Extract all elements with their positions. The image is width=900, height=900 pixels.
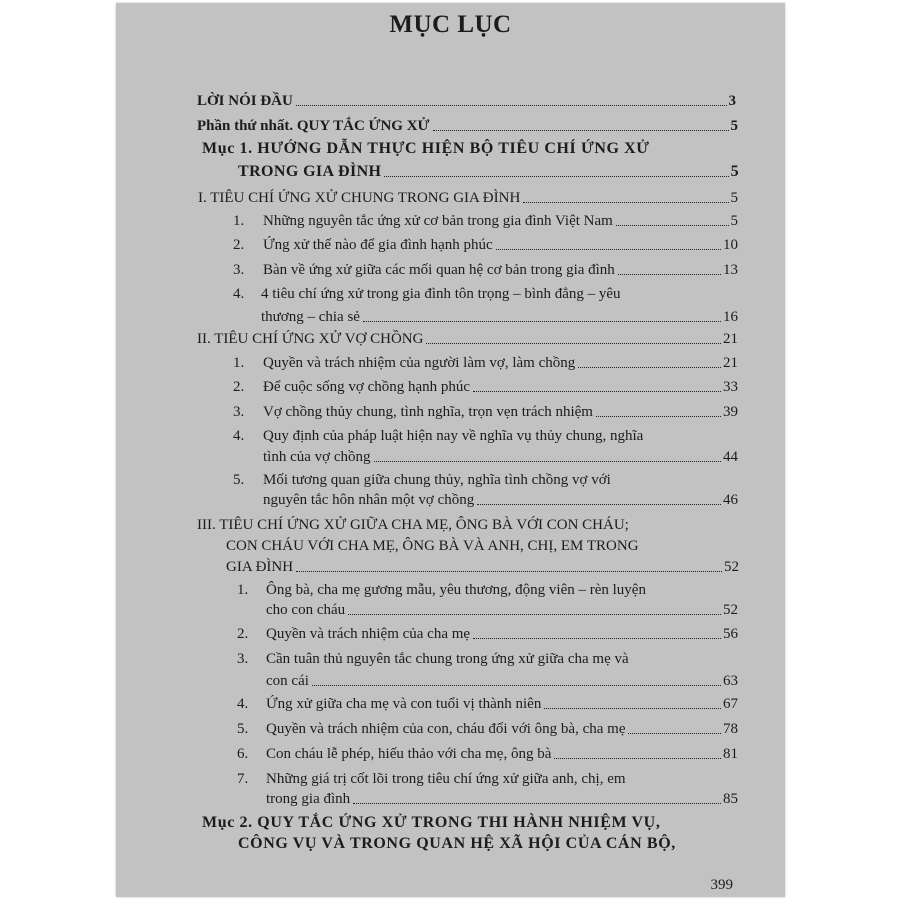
toc-entry-text: TRONG GIA ĐÌNH <box>238 163 382 180</box>
toc-page-number: 52 <box>723 602 738 618</box>
toc-entry-line1: 4 tiêu chí ứng xử trong gia đình tôn trọng – bình đẳng – yêu <box>261 286 621 302</box>
dot-leader <box>374 461 722 462</box>
toc-item-number: 1. <box>233 355 245 371</box>
dot-leader <box>477 504 721 505</box>
toc-item-number: 3. <box>233 404 245 420</box>
toc-entry-section-2-line2: CÔNG VỤ VÀ TRONG QUAN HỆ XÃ HỘI CỦA CÁN BỘ, <box>238 835 676 852</box>
toc-item-number: 4. <box>233 286 245 302</box>
dot-leader <box>578 367 721 368</box>
dot-leader <box>426 343 721 344</box>
toc-item-number: 2. <box>237 626 249 642</box>
toc-entry <box>263 378 738 396</box>
toc-entry-text: cho con cháu <box>266 602 346 618</box>
toc-page-number: 5 <box>730 163 739 180</box>
page-number: 399 <box>710 877 733 893</box>
toc-page-number: 46 <box>723 492 738 508</box>
toc-page-number: 21 <box>723 331 738 347</box>
dot-leader <box>544 708 721 709</box>
toc-entry-preface <box>197 92 736 110</box>
dot-leader <box>363 321 721 322</box>
toc-entry-chapter-1 <box>198 189 738 207</box>
toc-entry-section-2-line1: Mục 2. QUY TẮC ỨNG XỬ TRONG THI HÀNH NHIỆM VỤ, <box>202 814 661 831</box>
toc-entry-line1: Cần tuân thủ nguyên tắc chung trong ứng xử giữa cha mẹ và <box>266 651 629 667</box>
toc-entry-text: Quyền và trách nhiệm của con, cháu đối với ông bà, cha mẹ <box>266 721 626 737</box>
dot-leader <box>348 614 721 615</box>
toc-entry-text: Quyền và trách nhiệm của người làm vợ, làm chồng <box>263 355 576 371</box>
toc-entry-line1: Ông bà, cha mẹ gương mẫu, yêu thương, động viên – rèn luyện <box>266 582 646 598</box>
toc-item-number: 1. <box>237 582 249 598</box>
dot-leader <box>296 571 722 572</box>
toc-item-number: 3. <box>237 651 249 667</box>
toc-entry-text: Để cuộc sống vợ chồng hạnh phúc <box>263 379 471 395</box>
dot-leader <box>384 176 728 177</box>
toc-item-number: 4. <box>237 696 249 712</box>
toc-entry <box>266 625 738 643</box>
toc-entry-section-1-line2 <box>238 163 739 181</box>
toc-entry-text: II. TIÊU CHÍ ỨNG XỬ VỢ CHỒNG <box>197 331 424 347</box>
toc-entry-text: con cái <box>266 673 309 689</box>
toc-entry-text: Vợ chồng thủy chung, tình nghĩa, trọn vẹn trách nhiệm <box>263 404 593 420</box>
toc-entry-text: LỜI NÓI ĐẦU <box>197 93 293 109</box>
toc-page-number: 85 <box>723 791 738 807</box>
toc-item-number: 6. <box>237 746 249 762</box>
toc-page-number: 67 <box>723 696 738 712</box>
toc-page-number: 16 <box>723 309 738 325</box>
toc-page-number: 3 <box>728 93 736 109</box>
toc-entry-line1: Mối tương quan giữa chung thủy, nghĩa tình chồng vợ với <box>263 472 611 488</box>
toc-entry-text: tình của vợ chồng <box>263 449 371 465</box>
toc-item-number: 4. <box>233 428 245 444</box>
toc-page-number: 5 <box>730 118 738 134</box>
dot-leader <box>473 391 721 392</box>
toc-entry <box>266 720 738 738</box>
toc-entry <box>263 354 738 372</box>
toc-page-number: 33 <box>723 379 738 395</box>
toc-entry <box>263 236 738 254</box>
toc-page-number: 44 <box>723 449 738 465</box>
toc-page-number: 10 <box>723 237 738 253</box>
toc-page-number: 56 <box>723 626 738 642</box>
toc-item-number: 2. <box>233 237 245 253</box>
toc-page-number: 5 <box>730 190 738 206</box>
toc-entry-text: Bàn về ứng xử giữa các mối quan hệ cơ bản trong gia đình <box>263 262 615 278</box>
toc-entry-part-one <box>197 117 738 135</box>
toc-entry <box>266 672 738 690</box>
toc-entry-text: Những nguyên tắc ứng xử cơ bản trong gia đình Việt Nam <box>263 213 613 229</box>
toc-page-number: 5 <box>730 213 738 229</box>
page-title: MỤC LỤC <box>389 11 512 38</box>
toc-entry-text: nguyên tắc hôn nhân một vợ chồng <box>263 492 475 508</box>
toc-entry-text: trong gia đình <box>266 791 351 807</box>
toc-entry-text: Ứng xử thế nào để gia đình hạnh phúc <box>263 237 493 253</box>
toc-entry-text: I. TIÊU CHÍ ỨNG XỬ CHUNG TRONG GIA ĐÌNH <box>198 190 521 206</box>
toc-page-number: 21 <box>723 355 738 371</box>
toc-page-number: 78 <box>723 721 738 737</box>
toc-page-number: 13 <box>723 262 738 278</box>
toc-entry <box>266 695 738 713</box>
toc-entry <box>263 403 738 421</box>
toc-page-number: 39 <box>723 404 738 420</box>
toc-entry <box>263 448 738 466</box>
dot-leader <box>554 758 721 759</box>
toc-entry <box>263 491 738 509</box>
dot-leader <box>496 249 721 250</box>
toc-entry <box>261 308 738 326</box>
toc-entry <box>263 261 738 279</box>
dot-leader <box>618 274 721 275</box>
toc-entry-text: Phần thứ nhất. QUY TẮC ỨNG XỬ <box>197 118 430 134</box>
toc-entry-line1: Quy định của pháp luật hiện nay về nghĩa vụ thủy chung, nghĩa <box>263 428 644 444</box>
dot-leader <box>628 733 721 734</box>
toc-item-number: 5. <box>233 472 245 488</box>
toc-entry-text: GIA ĐÌNH <box>226 559 294 575</box>
dot-leader <box>473 638 721 639</box>
toc-entry-text: thương – chia sẻ <box>261 309 360 325</box>
dot-leader <box>296 105 727 106</box>
dot-leader <box>433 130 729 131</box>
toc-entry-section-1-line1: Mục 1. HƯỚNG DẪN THỰC HIỆN BỘ TIÊU CHÍ ỨNG XỬ <box>202 140 650 157</box>
toc-entry <box>266 790 738 808</box>
toc-entry-chapter-3 <box>226 558 739 576</box>
toc-item-number: 5. <box>237 721 249 737</box>
dot-leader <box>596 416 721 417</box>
dot-leader <box>312 685 721 686</box>
dot-leader <box>616 225 729 226</box>
toc-item-number: 1. <box>233 213 245 229</box>
toc-entry-chapter-2 <box>197 330 738 348</box>
dot-leader <box>353 803 721 804</box>
toc-item-number: 7. <box>237 771 249 787</box>
toc-entry <box>263 212 738 230</box>
toc-entry-text: Con cháu lễ phép, hiếu thảo với cha mẹ, ông bà <box>266 746 552 762</box>
toc-page-number: 52 <box>724 559 739 575</box>
toc-entry-chapter-3-line1: III. TIÊU CHÍ ỨNG XỬ GIỮA CHA MẸ, ÔNG BÀ VỚI CON CHÁU; <box>197 517 629 533</box>
toc-item-number: 2. <box>233 379 245 395</box>
toc-page-number: 63 <box>723 673 738 689</box>
toc-page-number: 81 <box>723 746 738 762</box>
toc-entry <box>266 601 738 619</box>
book-page <box>116 3 785 897</box>
toc-entry-chapter-3-line2: CON CHÁU VỚI CHA MẸ, ÔNG BÀ VÀ ANH, CHỊ, EM TRONG <box>226 538 639 554</box>
toc-item-number: 3. <box>233 262 245 278</box>
toc-entry-line1: Những giá trị cốt lõi trong tiêu chí ứng xử giữa anh, chị, em <box>266 771 626 787</box>
dot-leader <box>523 202 728 203</box>
toc-entry-text: Ứng xử giữa cha mẹ và con tuổi vị thành niên <box>266 696 542 712</box>
toc-entry-text: Quyền và trách nhiệm của cha mẹ <box>266 626 471 642</box>
toc-entry <box>266 745 738 763</box>
